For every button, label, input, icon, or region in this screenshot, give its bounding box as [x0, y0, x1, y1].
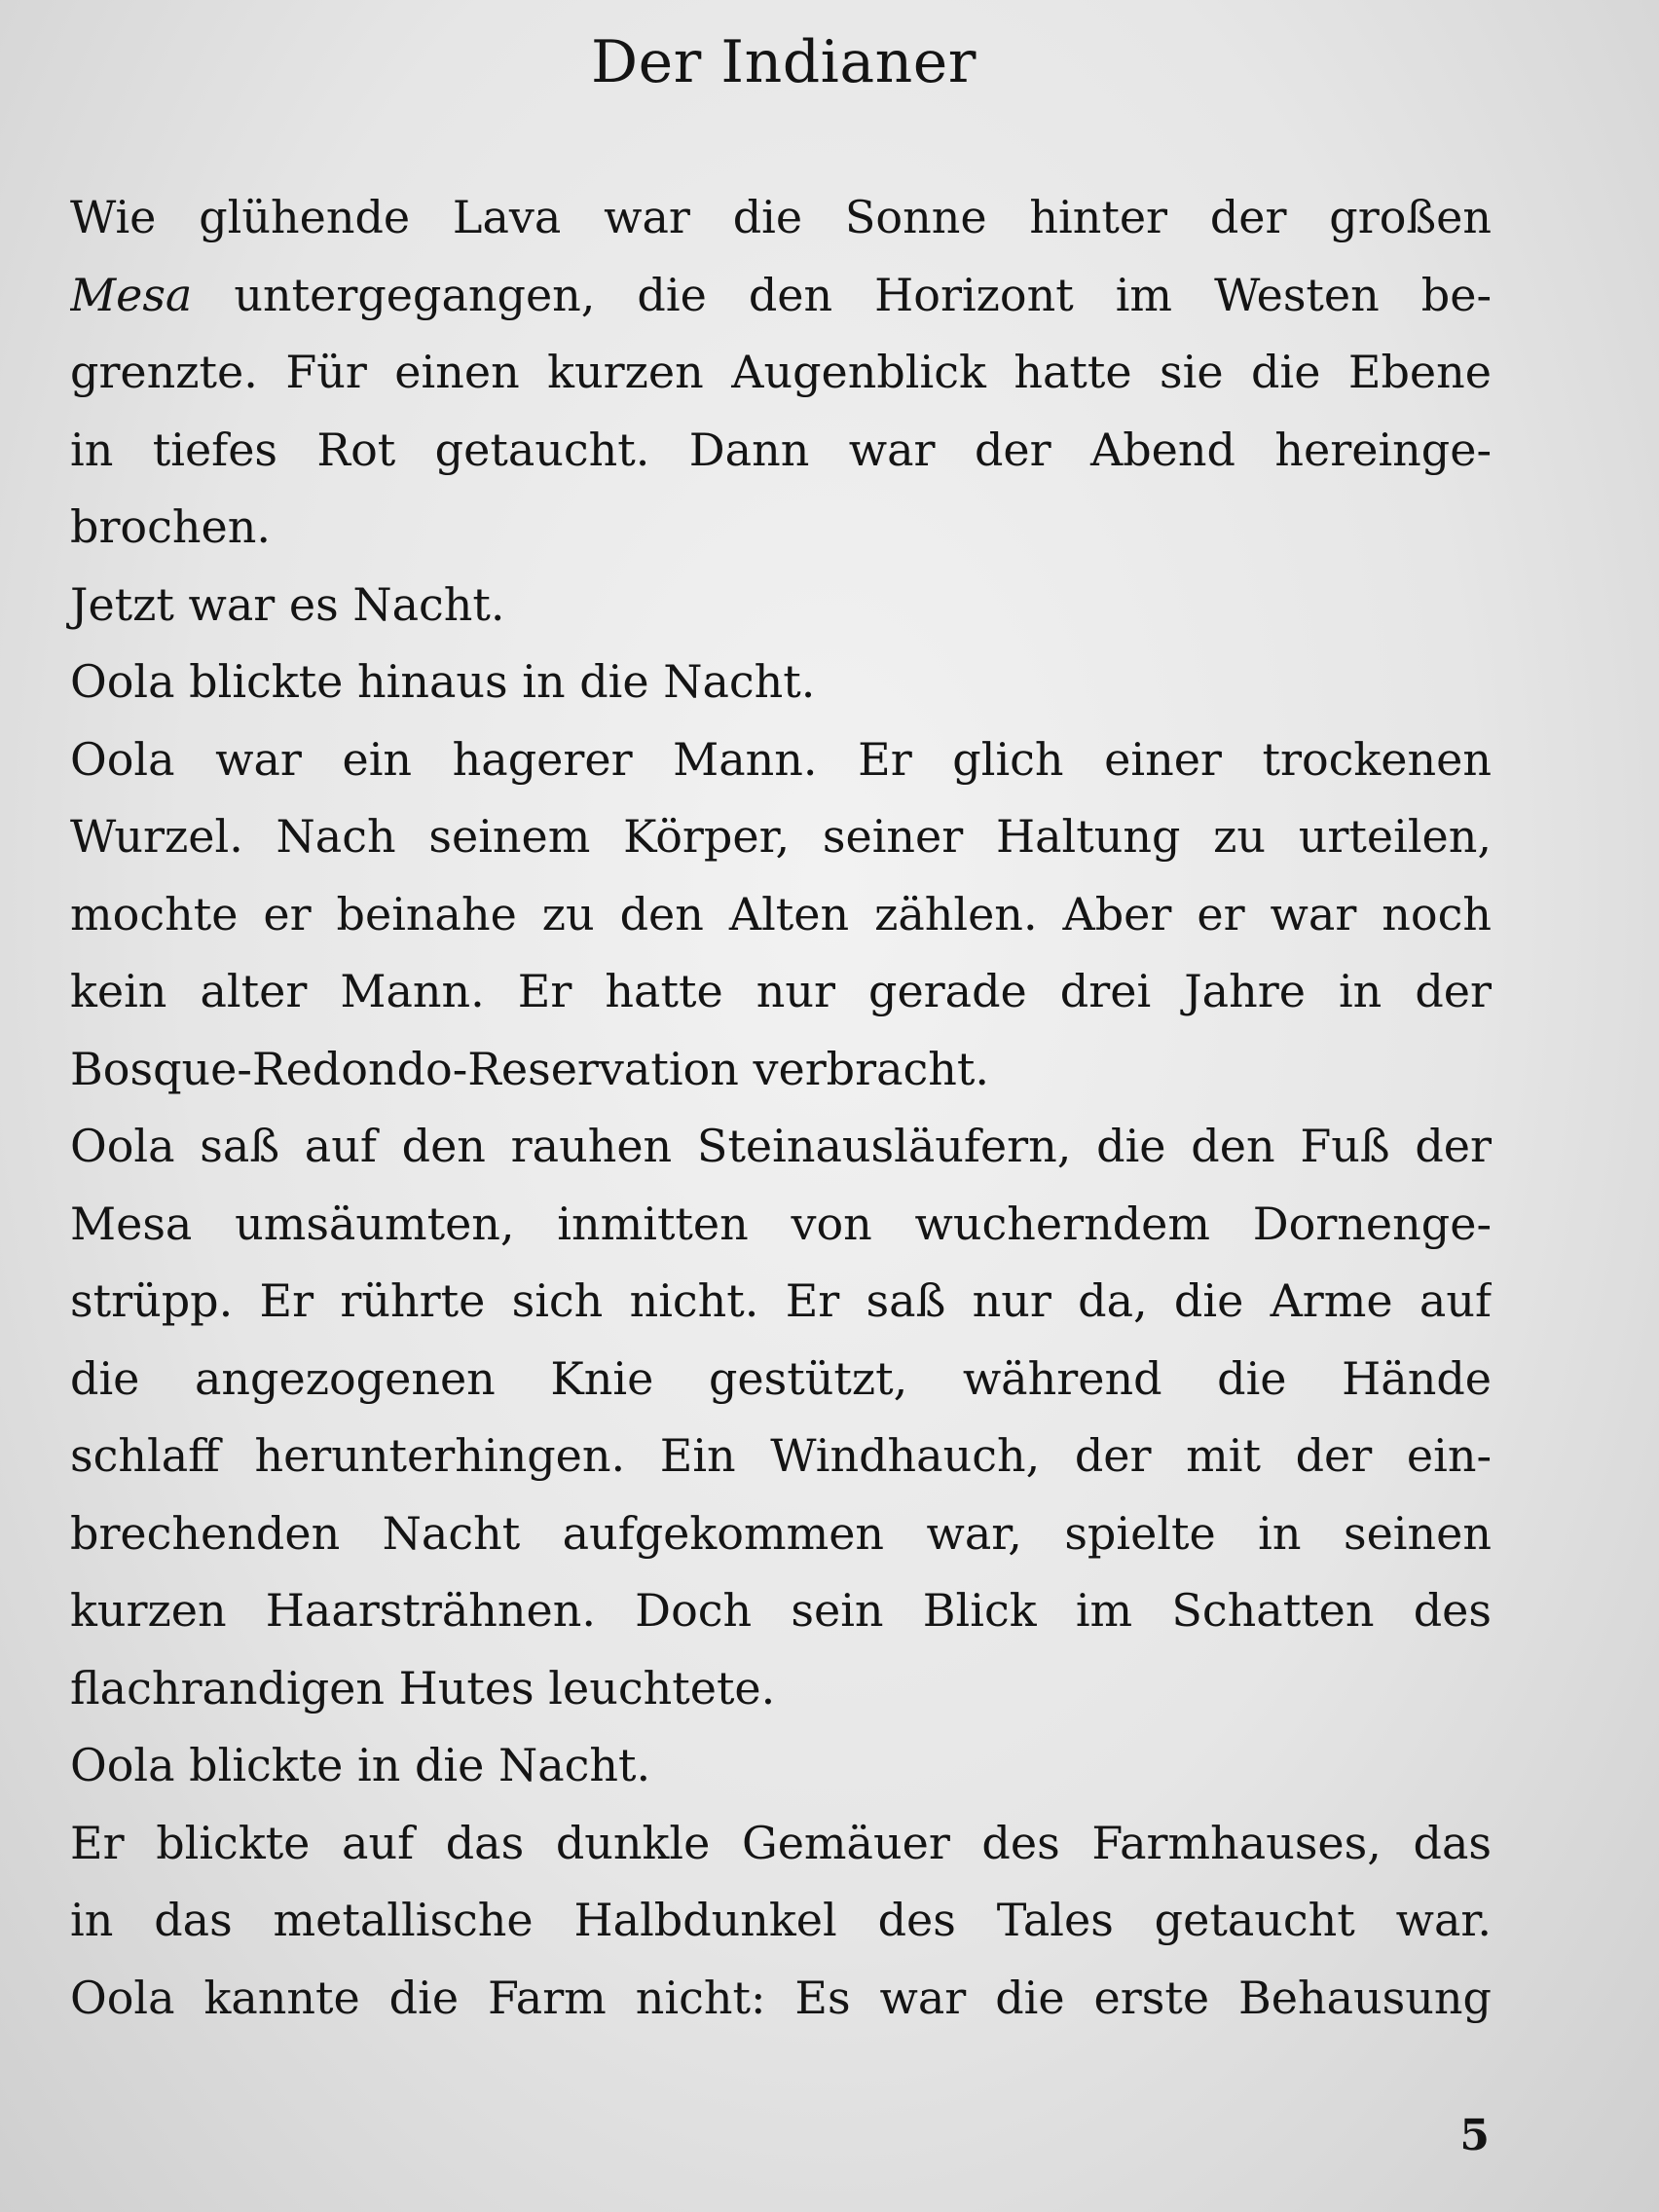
line-text: Wurzel. Nach seinem Körper, seiner Haltung zu urteilen,: [70, 810, 1492, 863]
page-number: 5: [1459, 2111, 1490, 2160]
text-line: [70, 1418, 1492, 1495]
line-text: grenzte. Für einen kurzen Augenblick hatte sie die Ebene: [70, 346, 1492, 398]
text-line: [70, 644, 1492, 721]
chapter-title: Der Indianer: [591, 28, 977, 96]
line-text: schlaff herunterhingen. Ein Windhauch, der mit der ein-: [70, 1429, 1492, 1482]
text-line: [70, 1727, 1492, 1805]
line-text: mochte er beinahe zu den Alten zählen. Aber er war noch: [70, 887, 1492, 940]
text-line: [70, 1650, 1492, 1728]
line-text: Oola saß auf den rauhen Steinausläufern, die den Fuß der: [70, 1120, 1492, 1172]
text-line: [70, 798, 1492, 876]
text-line: [70, 257, 1492, 335]
line-text: kurzen Haarsträhnen. Doch sein Blick im Schatten des: [70, 1584, 1492, 1637]
line-text: in tiefes Rot getaucht. Dann war der Abend hereinge-: [70, 423, 1492, 476]
text-line: [70, 721, 1492, 799]
body-text: [70, 179, 1492, 2037]
line-text: Oola war ein hagerer Mann. Er glich einer trockenen: [70, 732, 1492, 786]
text-line: [70, 1572, 1492, 1650]
line-text: in das metallische Halbdunkel des Tales getaucht war.: [70, 1894, 1492, 1946]
text-line: [70, 489, 1492, 567]
line-text: brochen.: [70, 500, 271, 553]
text-line: [70, 179, 1492, 257]
line-text: die angezogenen Knie gestützt, während die Hände: [70, 1351, 1492, 1405]
text-line: [70, 1882, 1492, 1960]
line-text: Oola kannte die Farm nicht: Es war die erste Behausung: [70, 1971, 1492, 2024]
text-line: [70, 876, 1492, 954]
text-line: [70, 1495, 1492, 1573]
line-text: Jetzt war es Nacht.: [70, 577, 505, 631]
italic-word: Mesa: [70, 268, 193, 321]
line-text: Er blickte auf das dunkle Gemäuer des Farmhauses, das: [70, 1816, 1492, 1869]
text-line: [70, 1805, 1492, 1883]
text-line: [70, 567, 1492, 645]
line-text: flachrandigen Hutes leuchtete.: [70, 1661, 776, 1714]
text-line: [70, 953, 1492, 1031]
line-text: untergegangen, die den Horizont im Westen be-: [192, 268, 1492, 321]
text-line: [70, 412, 1492, 490]
text-line: [70, 1960, 1492, 2038]
text-line: [70, 1263, 1492, 1341]
line-text: Oola blickte in die Nacht.: [70, 1739, 651, 1791]
line-text: Wie glühende Lava war die Sonne hinter der großen: [70, 191, 1492, 243]
text-line: [70, 1186, 1492, 1264]
text-line: [70, 1108, 1492, 1186]
line-text: strüpp. Er rührte sich nicht. Er saß nur da, die Arme auf: [70, 1274, 1492, 1327]
line-text: kein alter Mann. Er hatte nur gerade drei Jahre in der: [70, 965, 1492, 1017]
line-text: Oola blickte hinaus in die Nacht.: [70, 655, 816, 708]
text-line: [70, 1341, 1492, 1419]
line-text: brechenden Nacht aufgekommen war, spielte in seinen: [70, 1506, 1492, 1560]
text-line: [70, 334, 1492, 412]
line-text: Mesa umsäumten, inmitten von wucherndem Dornenge-: [70, 1197, 1492, 1250]
line-text: Bosque-Redondo-Reservation verbracht.: [70, 1042, 990, 1095]
text-line: [70, 1031, 1492, 1109]
